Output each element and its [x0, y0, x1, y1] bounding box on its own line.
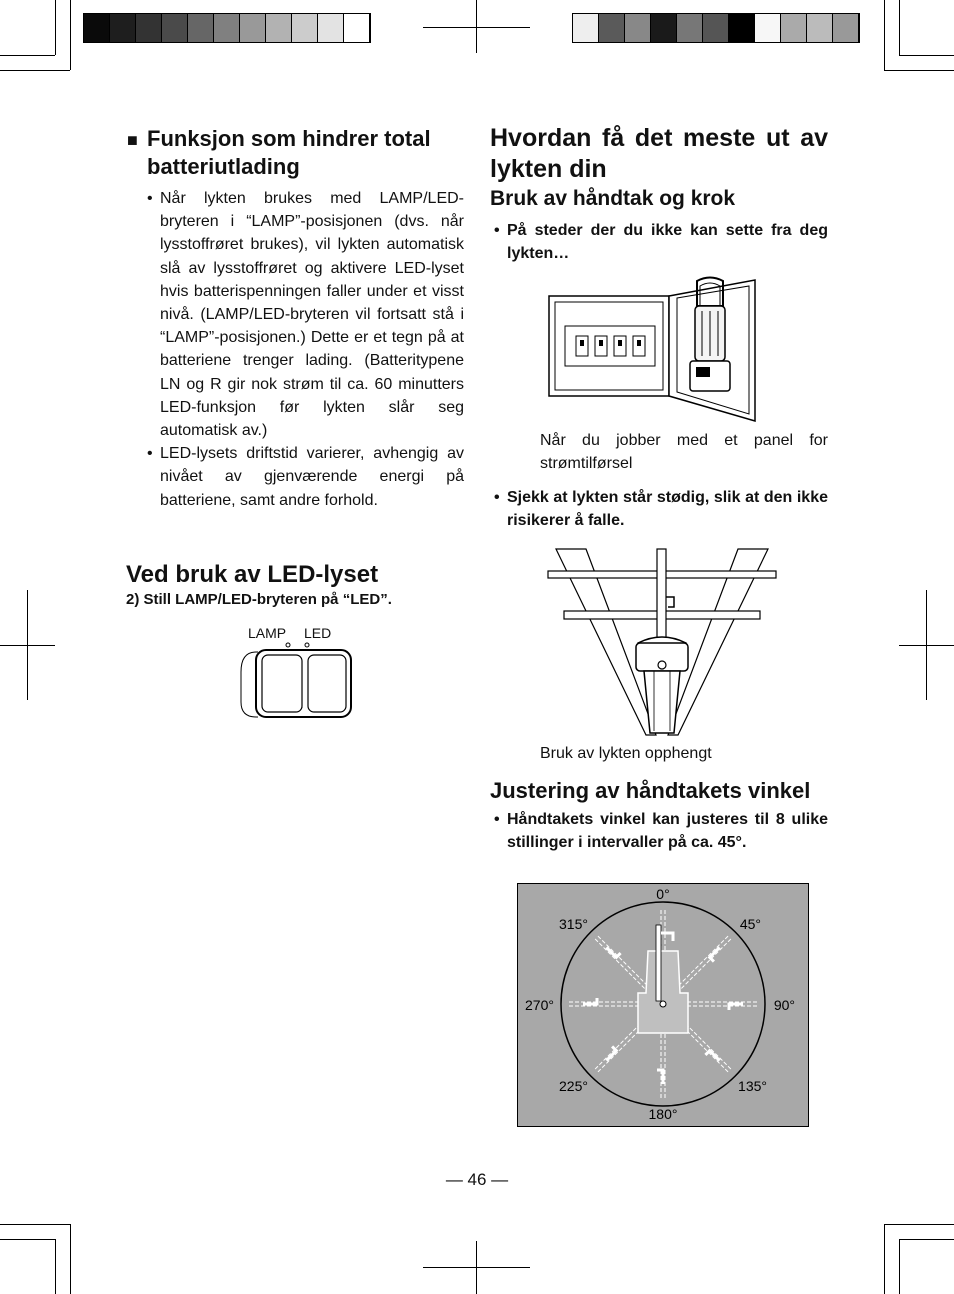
subsection-title: Justering av håndtakets vinkel — [490, 778, 811, 803]
color-swatch — [703, 14, 729, 42]
tips-section — [490, 123, 828, 265]
page-title: Hvordan få det meste ut av lykten din — [490, 124, 828, 183]
list-item: • Håndtakets vinkel kan justeres til 8 ulike stillinger i intervaller på ca. 45°. — [490, 808, 828, 854]
list-item: • LED-lysets driftstid varierer, avhengig av nivået av gjenværende energi på batteriene, samt andre forhold. — [147, 442, 464, 512]
hanging-lantern-figure — [546, 545, 778, 740]
angle-label: 315° — [559, 916, 588, 932]
color-swatch — [136, 14, 162, 42]
color-bar-left — [83, 13, 371, 43]
list-item: • Når lykten brukes med LAMP/LED-bryteren i “LAMP”-posisjonen (dvs. når lysstoffrøret brukes), vil lykten automatisk slå av lysstoffrøret og aktivere LED-lyset hvis batterispenningen faller under et visst nivå. (LAMP/LED-bryteren vil fortsatt stå i “LAMP”-posisjonen.) Dette er et tegn på at batteriene trenger lading. (Batteritypene LN og R gir nok strøm til ca. 60 minutters LED-funksjon før lykten slår seg automatisk av.) — [147, 187, 464, 442]
color-swatch — [625, 14, 651, 42]
figure-caption: Når du jobber med et panel for strømtilførsel — [540, 432, 828, 472]
lamp-led-switch-figure — [236, 622, 356, 722]
angle-label: 45° — [739, 916, 761, 932]
page-number: — 46 — — [445, 1170, 509, 1189]
color-swatch — [84, 14, 110, 42]
section-marker: ■ — [127, 130, 138, 150]
section-title: Ved bruk av LED-lyset — [126, 561, 379, 588]
led-usage-section — [126, 560, 466, 610]
color-bar-right — [572, 13, 860, 43]
power-panel-figure — [547, 276, 757, 426]
color-swatch — [599, 14, 625, 42]
color-swatch — [807, 14, 833, 42]
color-swatch — [755, 14, 781, 42]
led-label: LED — [304, 625, 332, 641]
subsection-title: Bruk av håndtak og krok — [490, 187, 736, 210]
handle-angle-diagram — [517, 883, 809, 1127]
color-swatch — [729, 14, 755, 42]
color-swatch — [573, 14, 599, 42]
figure-caption: Bruk av lykten opphengt — [540, 745, 712, 762]
handle-angle-section — [490, 777, 828, 854]
angle-label: 135° — [738, 1078, 767, 1094]
color-swatch — [188, 14, 214, 42]
color-swatch — [240, 14, 266, 42]
angle-label: 90° — [773, 997, 795, 1013]
section-title: Funksjon som hindrer total batteriutlading — [147, 126, 431, 179]
color-swatch — [344, 14, 370, 42]
list-item: • På steder der du ikke kan sette fra deg lykten… — [490, 219, 828, 265]
pivot-point — [660, 1001, 666, 1007]
color-swatch — [266, 14, 292, 42]
color-swatch — [677, 14, 703, 42]
color-swatch — [833, 14, 859, 42]
lamp-label: LAMP — [248, 625, 287, 641]
angle-label: 180° — [648, 1106, 678, 1122]
color-swatch — [214, 14, 240, 42]
handle-bar — [656, 925, 661, 1001]
color-swatch — [781, 14, 807, 42]
color-swatch — [110, 14, 136, 42]
step-instruction: 2) Still LAMP/LED-bryteren på “LED”. — [126, 591, 392, 608]
angle-label: 0° — [656, 886, 670, 902]
color-swatch — [162, 14, 188, 42]
list-item: • Sjekk at lykten står stødig, slik at den ikke risikerer å falle. — [490, 486, 828, 532]
angle-label: 270° — [525, 997, 554, 1013]
color-swatch — [292, 14, 318, 42]
color-swatch — [651, 14, 677, 42]
angle-label: 225° — [559, 1078, 588, 1094]
color-swatch — [318, 14, 344, 42]
battery-protection-section — [127, 125, 464, 512]
